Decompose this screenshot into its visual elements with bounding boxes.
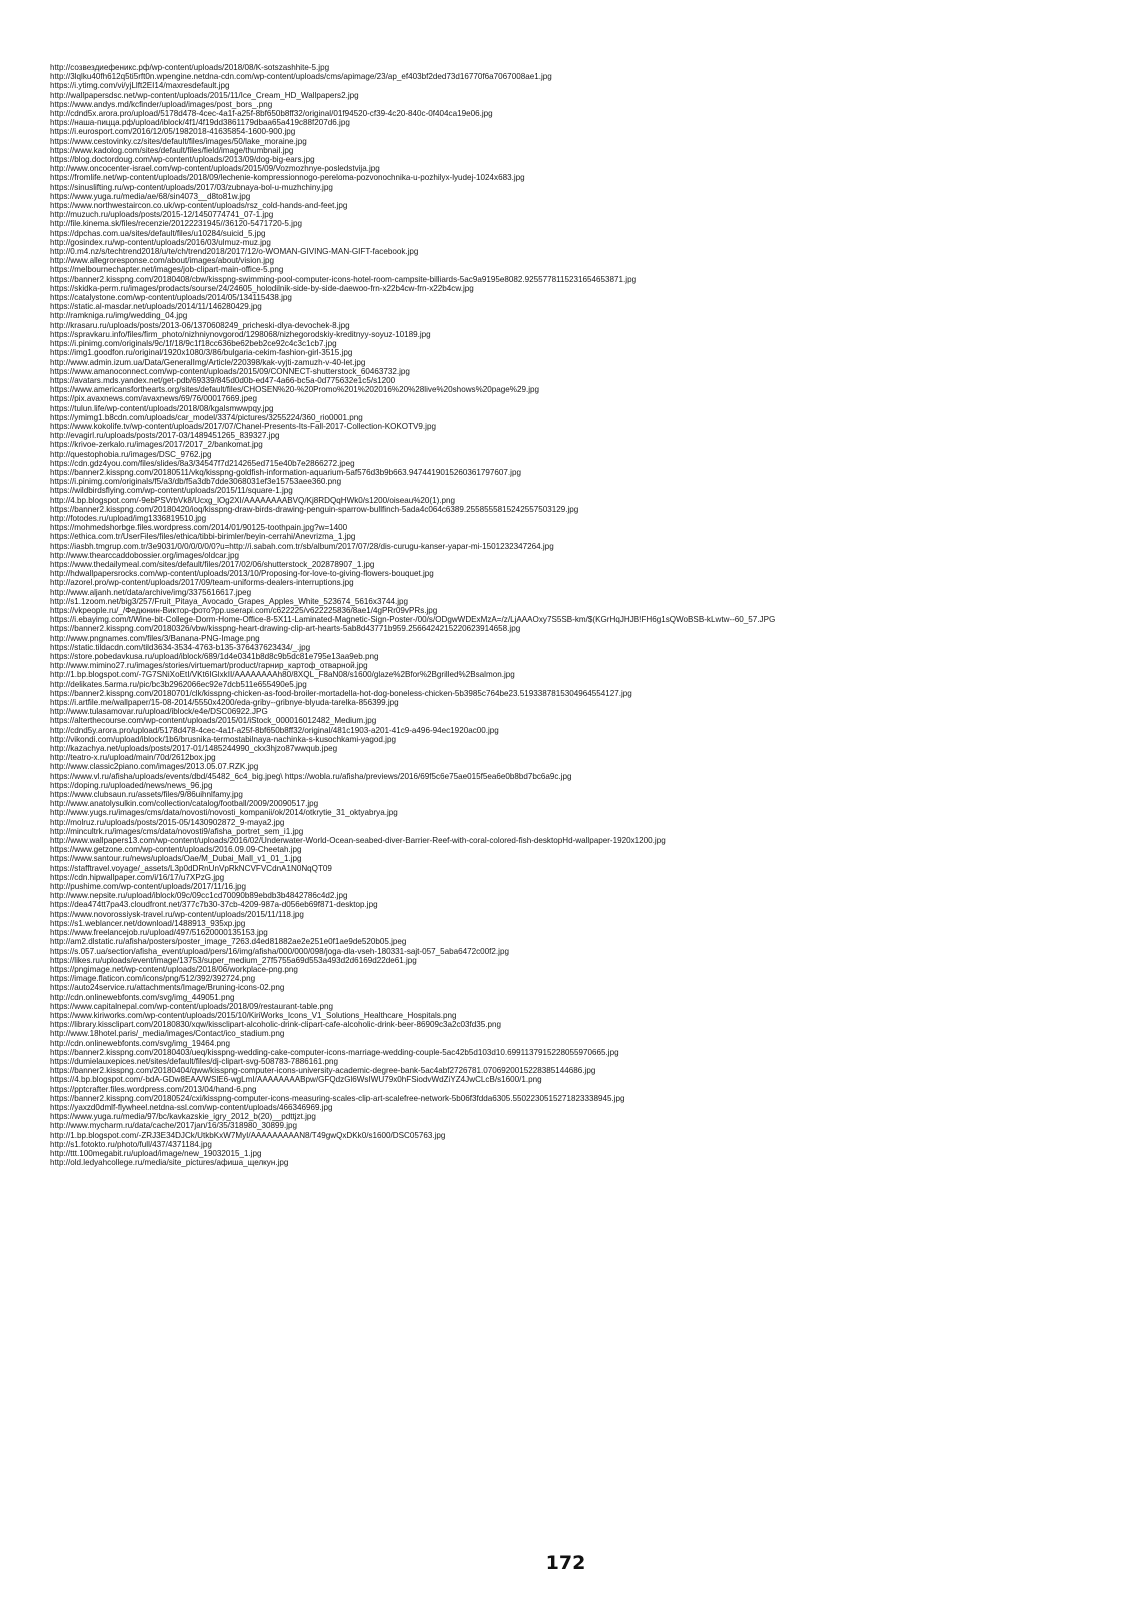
url-line: https://www.capitalnepal.com/wp-content/uploads/2018/09/restaurant-table.png [50, 1001, 334, 1011]
url-line: http://pushime.com/wp-content/uploads/2017/11/16.jpg [50, 882, 247, 892]
url-line: https://blog.doctordoug.com/wp-content/uploads/2013/09/dog-big-ears.jpg [50, 155, 315, 165]
url-line: http://cdnd5y.arora.pro/upload/5178d478-4cec-4a1f-a25f-8bf650b8ff32/original/481c1903-a201-41c9-a496-94ec1920ac00.jpg [50, 725, 499, 735]
url-line: https://www.cestovinky.cz/sites/default/files/images/50/lake_moraine.jpg [50, 136, 307, 146]
url-line: https://ethica.com.tr/UserFiles/files/ethica/tibbi-birimler/beyin-cerrahi/Anevrizma_1.jpg [50, 532, 356, 542]
url-line: https://www.andys.md/kcfinder/upload/images/post_bors_.png [50, 99, 273, 109]
url-line: http://www.18hotel.paris/_media/images/Contact/ico_stadium.png [50, 1029, 285, 1039]
url-line: https://banner2.kisspng.com/20180403/ueq/kisspng-wedding-cake-computer-icons-marriage-wedding-couple-5ac42b5d103d10.6991137915228055970665.jpg [50, 1047, 619, 1057]
url-line: http://3lqlku40fh612q5ti5rft0n.wpengine.netdna-cdn.com/wp-content/uploads/cms/apimage/23/ap_ef403bf2ded73d16770f6a7067008ae1.jpg [50, 72, 552, 82]
url-line: https://stafftravel.voyage/_assets/L3p0dDRnUnVpRkNCVFVCdnA1N0NqQT09 [50, 863, 332, 873]
url-line: http://www.nepsite.ru/upload/iblock/09c/09cc1cd70090b89ebdb3b4842786c4d2.jpg [50, 891, 348, 901]
url-line: http://www.anatolysulkin.com/collection/catalog/football/2009/20090517.jpg [50, 799, 319, 809]
url-line: http://delikates.5arma.ru/pic/bc3b2962066ec92e7dcb511e655490e5.jpg [50, 679, 307, 689]
url-line: https://dea474tt7pa43.cloudfront.net/377c7b30-37cb-4209-987a-d056eb69f871-desktop.jpg [50, 900, 378, 910]
url-line: http://www.oncocenter-israel.com/wp-content/uploads/2015/09/Vozmozhnye-posledstvija.jpg [50, 164, 380, 174]
url-line: https://krivoe-zerkalo.ru/images/2017/2017_2/bankomat.jpg [50, 440, 263, 450]
url-line: http://s1.fotokto.ru/photo/full/437/4371184.jpg [50, 1139, 212, 1149]
url-line: https://www.kiriworks.com/wp-content/uploads/2015/10/KiriWorks_Icons_V1_Solutions_Healthcare_Hospitals.png [50, 1010, 457, 1020]
url-line: https://skidka-perm.ru/images/prodacts/sourse/24/24605_holodilnik-side-by-side-daewoo-frn-x22b4cw-frn-x22b4cw.jpg [50, 283, 474, 293]
url-line: https://www.amanoconnect.com/wp-content/uploads/2015/09/CONNECT-shutterstock_60463732.jpg [50, 366, 410, 376]
url-line: https://i.ytimg.com/vi/yjLlft2EI14/maxresdefault.jpg [50, 81, 230, 91]
url-line: https://i.artfile.me/wallpaper/15-08-2014/5550x4200/eda-griby--gribnye-blyuda-tarelka-856399.jpg [50, 698, 399, 708]
url-line: http://4.bp.blogspot.com/-9ebPSVrbVk8/Ucxg_lOg2XI/AAAAAAAABVQ/Kj8RDQqHWk0/s1200/oiseau%20(1).png [50, 495, 456, 505]
url-line: https://pngimage.net/wp-content/uploads/2018/06/workplace-png.png [50, 964, 298, 974]
url-line: https://i.pinimg.com/originals/f5/a3/db/f5a3db7dde3068031ef3e15753aee360.png [50, 477, 342, 487]
url-line: https://img1.goodfon.ru/original/1920x1080/3/86/bulgaria-cekim-fashion-girl-3515.jpg [50, 348, 353, 358]
url-line: https://alterthecourse.com/wp-content/uploads/2015/01/iStock_000016012482_Medium.jpg [50, 716, 377, 726]
url-line: https://banner2.kisspng.com/20180404/qww/kisspng-computer-icons-university-academic-degree-bank-5ac4abf2726781.0706920015228385144686.jpg [50, 1066, 596, 1076]
url-line: https://static.al-masdar.net/uploads/2014/11/146280429.jpg [50, 302, 262, 312]
url-line: https://wildbirdsflying.com/wp-content/uploads/2015/11/square-1.jpg [50, 486, 293, 496]
url-line: http://mincultrk.ru/images/cms/data/novosti9/afisha_portret_sem_i1.jpg [50, 826, 304, 836]
url-line: https://i.eurosport.com/2016/12/05/1982018-41635854-1600-900.jpg [50, 127, 296, 137]
url-line: https://cdn.gdz4you.com/files/slides/8a3/34547f7d214265ed715e40b7e2866272.jpeg [50, 458, 355, 468]
url-line: https://www.thedailymeal.com/sites/default/files/2017/02/06/shutterstock_202878907_1.jpg [50, 559, 375, 569]
url-line: https://www.yuga.ru/media/ae/68/sin4073__d8to81w.jpg [50, 191, 251, 201]
url-line: https://наша-пицца.рф/upload/iblock/4f1/4f19dd3861179dbaa65a419c88f207d6.jpg [50, 118, 350, 128]
url-line: https://banner2.kisspng.com/20180524/cxi/kisspng-computer-icons-measuring-scales-clip-art-scalefree-network-5b06f3fdda6305.5502230515271823338945.jpg [50, 1093, 625, 1103]
url-line: https://likes.ru/uploads/event/image/13753/super_medium_27f5755a69d553a493d2d6169d22de61.jpg [50, 955, 417, 965]
page-number: 172 [545, 1552, 586, 1574]
url-line: https://dumielauxepices.net/sites/default/files/dj-clipart-svg-508783-7886161.png [50, 1056, 338, 1066]
url-line: https://dpchas.com.ua/sites/default/files/u10284/suicid_5.jpg [50, 228, 266, 238]
url-line: https://www.freelancejob.ru/upload/497/51620000135153.jpg [50, 928, 268, 938]
url-line: https://i.pinimg.com/originals/9c/1f/18/9c1f18cc636be62beb2ce92c4c3c1cb7.jpg [50, 339, 337, 349]
url-line: http://www.allegroresponse.com/about/images/about/vision.jpg [50, 256, 275, 266]
url-line: https://banner2.kisspng.com/20180701/clk/kisspng-chicken-as-food-broiler-mortadella-hot-dog-boneless-chicken-5b3985c764be23.5193387815304964554127.jpg [50, 688, 632, 698]
url-line: https://s1.weblancer.net/download/1488913_935xp.jpg [50, 918, 246, 928]
url-line: http://azorel.pro/wp-content/uploads/2017/09/team-uniforms-dealers-interruptions.jpg [50, 578, 354, 588]
url-line: https://banner2.kisspng.com/20180326/vbw/kisspng-heart-drawing-clip-art-hearts-5ab8d43771b959.2566424215220623914658.jpg [50, 624, 521, 634]
url-line: http://www.classic2piano.com/images/2013.05.07.RZK.jpg [50, 762, 259, 772]
url-line: https://4.bp.blogspot.com/-bdA-GDw8EAA/WSlE6-wgLmI/AAAAAAAABpw/GFQdzGl6WsIWU79x0hFSiodvWdZiYZ4JwCLcB/s1600/1.png [50, 1075, 542, 1085]
url-line: https://banner2.kisspng.com/20180408/cbw/kisspng-swimming-pool-computer-icons-hotel-room-campsite-billiards-5ac9a9195e8082.9255778115231654653871.jpg [50, 274, 637, 284]
url-line: https://ymimg1.b8cdn.com/uploads/car_model/3374/pictures/3255224/360_rio0001.png [50, 412, 363, 422]
url-line: http://1.bp.blogspot.com/-ZRJ3E34DJCk/UtkbKxW7MyI/AAAAAAAAAN8/T49gwQxDKk0/s1600/DSC05763.jpg [50, 1130, 446, 1140]
url-line: http://fotodes.ru/upload/img1336819510.jpg [50, 513, 207, 523]
url-line: https://melbournechapter.net/images/job-clipart-main-office-5.png [50, 265, 284, 275]
url-line: https://www.getzone.com/wp-content/uploads/2016.09.09-Cheetah.jpg [50, 845, 302, 855]
url-line: http://www.aljanh.net/data/archive/img/3375616617.jpeg [50, 587, 252, 597]
url-line: http://1.bp.blogspot.com/-7G7SNiXoEtI/VKt6IGlxkII/AAAAAAAAh80/8XQL_F8aN08/s1600/glaze%2Bfor%2Bgrilled%2Bsalmon.jpg [50, 670, 515, 680]
url-line: https://tulun.life/wp-content/uploads/2018/08/kgalsmwwpqy.jpg [50, 403, 274, 413]
url-line: http://muzuch.ru/uploads/posts/2015-12/1450774741_07-1.jpg [50, 210, 274, 220]
url-line: https://spravkaru.info/files/firm_photo/nizhniynovgorod/1298068/nizhegorodskiy-kreditnyy-soyuz-10189.jpg [50, 329, 431, 339]
url-list [50, 63, 1090, 1167]
url-line: http://vikondi.com/upload/iblock/1b6/brusnika-termostabilnaya-nachinka-s-kusochkami-yagod.jpg [50, 734, 396, 744]
url-line: http://s1.1zoom.net/big3/257/Fruit_Pitaya_Avocado_Grapes_Apples_White_523674_5616x3744.jpg [50, 596, 409, 606]
url-line: https://vkpeople.ru/_/Федюнин-Виктор-фото?pp.userapi.com/c622225/v622225836/8ae1/4gPRr09vPRs.jpg [50, 605, 438, 615]
url-line: http://0.m4.nz/s/techtrend2018/u/te/ch/trend2018/2017/12/o-WOMAN-GIVING-MAN-GIFT-facebook.jpg [50, 247, 419, 257]
url-line: http://www.admin.izum.ua/Data/GeneralImg/Article/220398/kak-vyjti-zamuzh-v-40-let.jpg [50, 357, 366, 367]
url-line: https://www.yuga.ru/media/97/bc/kavkazskie_igry_2012_b(20)__pdttjzt.jpg [50, 1112, 316, 1122]
url-line: http://am2.dlstatic.ru/afisha/posters/poster_image_7263.d4ed81882ae2e251e0f1ae9de520b05.jpeg [50, 937, 407, 947]
url-line: https://www.clubsaun.ru/assets/files/9/86uihnlfamy.jpg [50, 790, 243, 800]
url-line: https://www.americansforthearts.org/sites/default/files/CHOSEN%20-%20Promo%201%202016%20%28live%20shows%20page%29.jpg [50, 385, 540, 395]
url-line: https://mohmedshorbge.files.wordpress.com/2014/01/90125-toothpain.jpg?w=1400 [50, 523, 348, 533]
url-line: https://catalystone.com/wp-content/uploads/2014/05/134115438.jpg [50, 293, 292, 303]
url-line: https://yaxzd0dmlf-flywheel.netdna-ssl.com/wp-content/uploads/466346969.jpg [50, 1102, 333, 1112]
url-line: https://www.vl.ru/afisha/uploads/events/dbd/45482_6c4_big.jpeg\ https://wobla.ru/afisha/previews/2016/69f5c6e75ae015f5ea6e0b8bd7bc6a9c.jpg [50, 771, 572, 781]
url-line: http://www.wallpapers13.com/wp-content/uploads/2016/02/Underwater-World-Ocean-seabed-diver-Barrier-Reef-with-coral-colored-fish-desktopHd-wallpaper-1920x1200.jpg [50, 836, 666, 846]
url-line: http://hdwallpapersrocks.com/wp-content/uploads/2013/10/Proposing-for-love-to-giving-flowers-bouquet.jpg [50, 569, 434, 579]
url-line: http://questophobia.ru/images/DSC_9762.jpg [50, 449, 212, 459]
url-line: https://image.flaticon.com/icons/png/512/392/392724.png [50, 974, 256, 984]
url-line: http://www.pngnames.com/files/3/Banana-PNG-Image.png [50, 633, 260, 643]
url-line: http://cdnd5x.arora.pro/upload/5178d478-4cec-4a1f-a25f-8bf650b8ff32/original/01f94520-cf39-4c20-840c-0f404ca19e06.jpg [50, 109, 493, 119]
url-line: http://www.yugs.ru/images/cms/data/novosti/novosti_kompanii/ok/2014/otkrytie_31_oktyabrya.jpg [50, 808, 398, 818]
url-line: https://i.ebayimg.com/t/Wine-bit-College-Dorm-Home-Office-8-5X11-Laminated-Magnetic-Sign-Poster-/00/s/ODgwWDExMzA=/z/LjAAAOxy7S5SB-km/$(KGrHqJHJB!FH6g1sQWoBSB-kLwtw--60_57.JPG [50, 615, 776, 625]
url-line: https://pix.avaxnews.com/avaxnews/69/76/00017669.jpeg [50, 394, 257, 404]
url-line: https://www.kadolog.com/sites/default/files/field/image/thumbnail.jpg [50, 145, 294, 155]
url-line: http://file.kinema.sk/files/recenzie/20122231945//36120-5471720-5.jpg [50, 219, 302, 229]
url-line: http://gosindex.ru/wp-content/uploads/2016/03/ulmuz-muz.jpg [50, 237, 271, 247]
url-line: https://auto24service.ru/attachments/Image/Bruning-icons-02.png [50, 983, 285, 993]
url-line: http://www.tulasamovar.ru/upload/iblock/e4e/DSC06922.JPG [50, 707, 268, 717]
url-line: http://ramkniga.ru/img/wedding_04.jpg [50, 311, 188, 321]
url-line: http://www.mycharm.ru/data/cache/2017jan/16/35/318980_30899.jpg [50, 1121, 298, 1131]
url-line: https://s.057.ua/section/afisha_event/upload/pers/16/img/afisha/000/000/098/joga-dla-vseh-180331-sajt-057_5aba6472c00f2.jpg [50, 946, 509, 956]
url-line: http://teatro-x.ru/upload/main/70d/2612box.jpg [50, 753, 216, 763]
url-line: http://molruz.ru/uploads/posts/2015-05/1430902872_9-maya2.jpg [50, 817, 285, 827]
url-line: https://avatars.mds.yandex.net/get-pdb/69339/845d0d0b-ed47-4a66-bc5a-0d775632e1c5/s1200 [50, 375, 396, 385]
url-line: https://fromlife.net/wp-content/uploads/2018/09/lechenie-kompressionnogo-pereloma-pozvonochnika-u-pozhilyx-lyudej-1024x683.jpg [50, 173, 525, 183]
url-line: https://iasbh.tmgrup.com.tr/3e9031/0/0/0/0/0/0?u=http://i.sabah.com.tr/sb/album/2017/07/28/dis-curugu-kanser-yapar-mi-1501232347264.jpg [50, 541, 554, 551]
url-line: https://library.kissclipart.com/20180830/xqw/kissclipart-alcoholic-drink-clipart-cafe-alcoholic-drink-beer-86909c3a2c03fd35.png [50, 1020, 502, 1030]
url-line: http://созвездиефеникс.рф/wp-content/uploads/2018/08/K-sotszashhite-5.jpg [50, 63, 330, 72]
url-line: https://banner2.kisspng.com/20180511/vkq/kisspng-goldfish-information-aquarium-5af576d3b9b663.9474419015260361797607.jpg [50, 467, 521, 477]
url-line: https://www.santour.ru/news/uploads/Oae/M_Dubai_Mall_v1_01_1.jpg [50, 854, 302, 864]
url-line: http://kazachya.net/uploads/posts/2017-01/1485244990_ckx3hjzo87wwqub.jpeg [50, 744, 338, 754]
url-line: https://www.kokolife.tv/wp-content/uploads/2017/07/Chanel-Presents-Its-Fall-2017-Collection-KOKOTV9.jpg [50, 421, 436, 431]
url-line: https://www.northwestaircon.co.uk/wp-content/uploads/rsz_cold-hands-and-feet.jpg [50, 201, 348, 211]
url-line: https://static.tildacdn.com/tild3634-3534-4763-b135-376437623434/_.jpg [50, 642, 311, 652]
url-line: https://www.novorossiysk-travel.ru/wp-content/uploads/2015/11/118.jpg [50, 909, 304, 919]
url-line: http://krasaru.ru/uploads/posts/2013-06/1370608249_pricheski-dlya-devochek-8.jpg [50, 320, 350, 330]
url-line: https://sinuslifting.ru/wp-content/uploads/2017/03/zubnaya-bol-u-muzhchiny.jpg [50, 182, 333, 192]
url-line: http://ttt.100megabit.ru/upload/image/new_19032015_1.jpg [50, 1148, 262, 1158]
url-line: http://www.thearccaddobossier.org/images/oldcar.jpg [50, 550, 239, 560]
url-line: http://cdn.onlinewebfonts.com/svg/img_19464.png [50, 1038, 230, 1048]
url-line: http://wallpapersdsc.net/wp-content/uploads/2015/11/Ice_Cream_HD_Wallpapers2.jpg [50, 90, 359, 100]
url-line: https://banner2.kisspng.com/20180420/ioq/kisspng-draw-birds-drawing-penguin-sparrow-bullfinch-5ada4c064c6389.2558555815242557503129.jpg [50, 504, 579, 514]
url-line: https://cdn.hipwallpaper.com/i/16/17/u7XPzG.jpg [50, 872, 225, 882]
url-line: http://old.ledyahcollege.ru/media/site_pictures/афиша_щелкун.jpg [50, 1158, 289, 1168]
url-line: https://pptcrafter.files.wordpress.com/2013/04/hand-6.png [50, 1084, 257, 1094]
url-line: https://doping.ru/uploaded/news/news_96.jpg [50, 780, 213, 790]
url-line: http://evagirl.ru/uploads/posts/2017-03/1489451265_839327.jpg [50, 431, 280, 441]
url-line: http://cdn.onlinewebfonts.com/svg/img_449051.png [50, 992, 235, 1002]
url-line: https://store.pobedavkusa.ru/upload/iblock/689/1d4e0341b8d8c9b5dc81e795e13aa9eb.png [50, 652, 379, 661]
url-line: http://www.mimino27.ru/images/stories/virtuemart/product/гарнир_картоф_отварной.jpg [50, 661, 368, 671]
